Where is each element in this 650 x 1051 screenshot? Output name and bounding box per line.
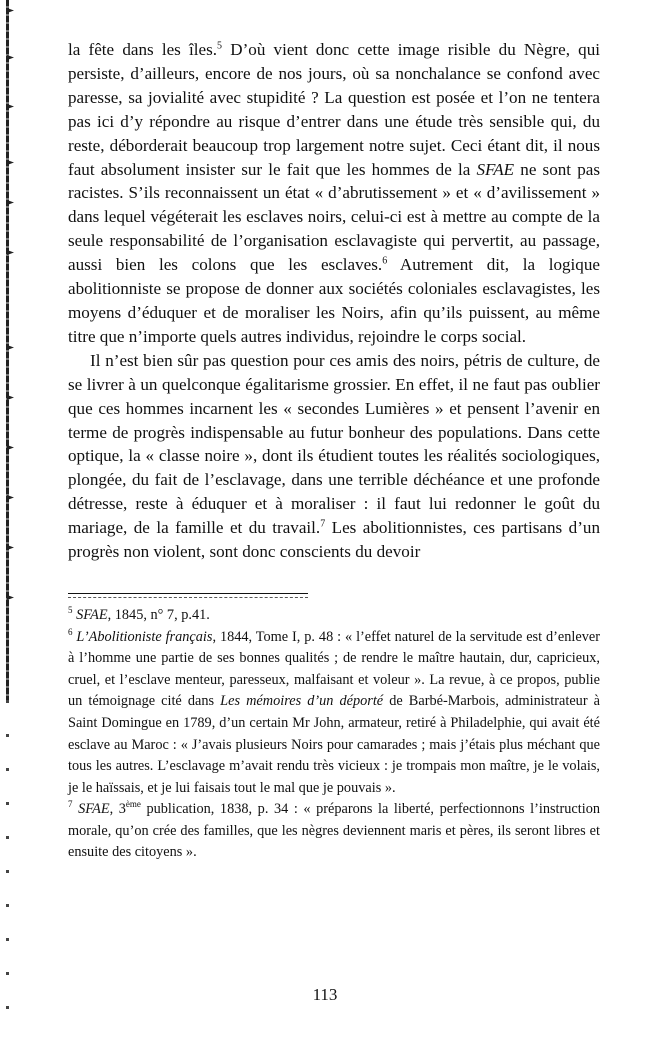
scan-artifact: [7, 395, 14, 400]
scan-artifact: [7, 55, 14, 60]
scan-artifact: [7, 495, 14, 500]
scan-artifact: [7, 8, 14, 13]
scan-artifact: [7, 250, 14, 255]
body-text: [68, 38, 600, 564]
footnote-6: $^6$ L’Abolitioniste français, 1844, Tome I, p. 48 : « l’effet naturel de la servitude est d’enlever à l’homme une partie de ses bonnes qualités ; de rendre le maître hautain, dur, capricieux, cruel, et l’esclave menteur, paresseux, malfaisant et voleur ». La revue, à ce propos, publie un témoignage cité dans Les mémoires d’un déporté de Barbé-Marbois, administrateur à Saint Domingue en 1789, d’un certain Mr John, armateur, retiré à Philadelphie, qui avait été esclave au Maroc : « J’avais plusieurs Noirs pour camarades ; mais j’étais plus méchant que tous les autres. L’esclavage m’avait rendu très vicieux : je trompais mon maître, je le volais, je le haïssais, et je lui faisais tout le mal que je pouvais ».: [68, 626, 601, 796]
paragraph-1: la fête dans les îles.$^5$ D’où vient donc cette image risible du Nègre, qui persiste, d’ailleurs, encore de nos jours, où sa nonchalance se confond avec paresse, sa jovialité avec stupidité ? La question est posée et l’on ne tentera pas ici d’y répondre au risque d’entrer dans une étude très sensible qui, du reste, déborderait beaucoup trop largement notre sujet. Ceci étant dit, il nous faut absolument insister sur le fait que les hommes de la SFAE ne sont pas racistes. S’ils reconnaissent un état « d’abrutissement » et « d’avilissement » dans lequel végéterait les esclaves noirs, celui-ci est à mettre au compte de la seule responsabilité de l’organisation esclavagiste qui pervertit, au passage, aussi bien les colons que les esclaves.$^6$ Autrement dit, la logique abolitionniste se propose de donner aux sociétés coloniales esclavagistes, les moyens d’éduquer et de moraliser les Noirs, afin qu’ils puissent, au même titre que n’importe quels autres individus, rejoindre le corps social.: [68, 40, 600, 346]
document-page: [68, 38, 600, 864]
scan-artifact: [7, 595, 14, 600]
footnote-separator-secondary: [68, 597, 308, 598]
scan-artifact: [7, 200, 14, 205]
footnotes: [68, 605, 600, 864]
scan-artifact: [7, 445, 14, 450]
footnote-ref-7[interactable]: 7: [320, 518, 326, 530]
footnote-separator: [68, 593, 308, 594]
sfae-acronym: SFAE: [476, 159, 515, 179]
scan-artifact: [7, 160, 14, 165]
paragraph-2: Il n’est bien sûr pas question pour ces amis des noirs, pétris de culture, de se livrer à un quelconque égalitarisme grossier. En effet, il ne faut pas oublier que ces hommes incarnent les « secondes Lumières » et pensent l’avenir en terme de progrès indispensable au futur bonheur des populations. Dans cette optique, la « classe noire », dont ils étudient toutes les réalités sociologiques, plongée, du fait de l’esclavage, dans une terrible déchéance et une profonde détresse, reste à éduquer et à moraliser : il faut lui redonner le goût du mariage, de la famille et du travail.$^7$ Les abolitionnistes, ces partisans d’un progrès non violent, sont donc conscients du devoir: [68, 350, 600, 562]
footnote-ref-6[interactable]: 6: [382, 255, 388, 267]
footnote-7: $^7$ SFAE, 3ème publication, 1838, p. 34 : « préparons la liberté, perfectionnons l’instruction morale, qu’on crée des familles, que les nègres deviennent maris et pères, ils seront libres et ensuite des citoyens ».: [68, 799, 600, 861]
scan-artifact: [7, 104, 14, 109]
scan-binding-edge-lower: [6, 700, 9, 1030]
scan-artifact: [7, 345, 14, 350]
scan-artifact: [7, 545, 14, 550]
footnote-5: $^5$ SFAE, 1845, n° 7, p.41.: [68, 605, 210, 623]
footnote-ref-5[interactable]: 5: [217, 40, 223, 52]
page-number: 113: [312, 985, 338, 1004]
